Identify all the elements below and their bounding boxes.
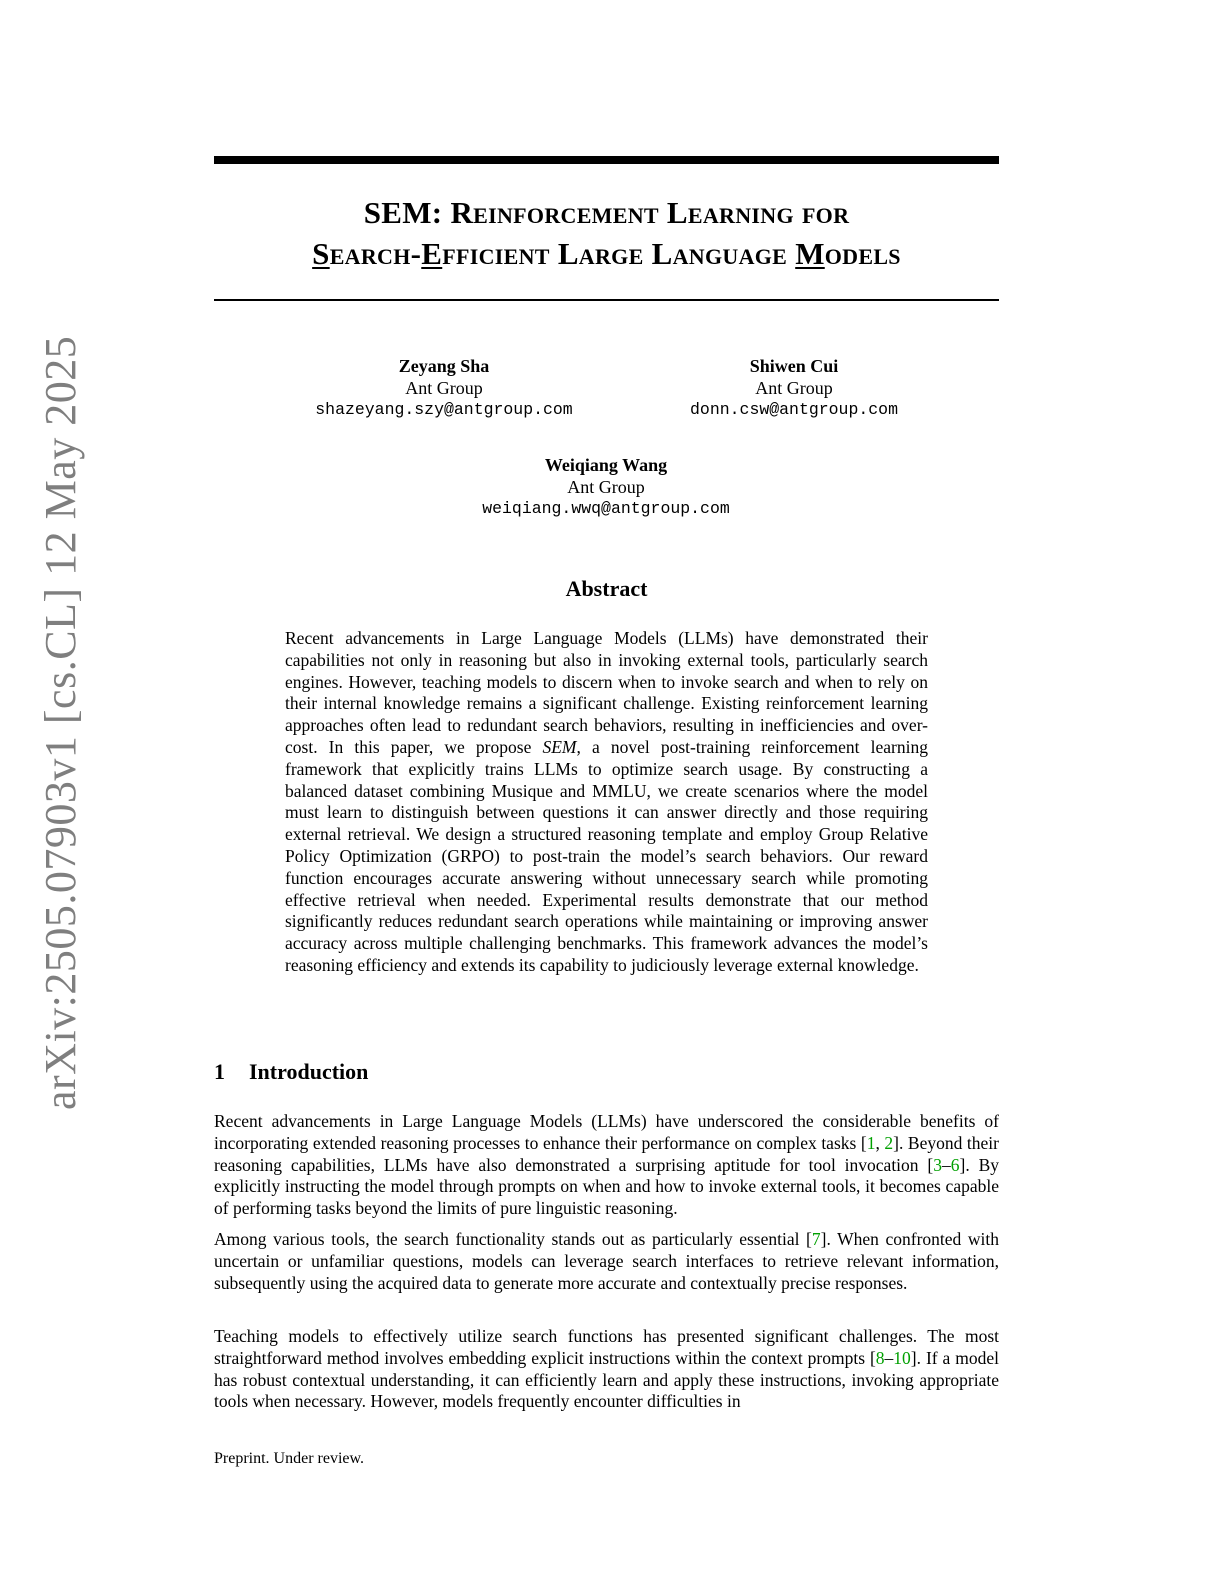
method-name: SEM [542, 736, 577, 757]
abstract-body [285, 628, 928, 977]
citation-link[interactable]: 6 [950, 1154, 960, 1175]
author-email[interactable]: donn.csw@antgroup.com [690, 400, 898, 419]
abstract-heading: Abstract [565, 576, 648, 601]
title-line-2 [214, 233, 999, 274]
title-segment-b: fficient Large Language [442, 236, 796, 271]
arxiv-identifier-stamp: arXiv:2505.07903v1 [cs.CL] 12 May 2025 [36, 335, 85, 1110]
paragraph-text: ]. If a model has robust contextual understanding, it can efficiently learn and apply these instructions, invoking appropriate tools when necessary. However, models frequently encounter difficulties in [214, 1347, 999, 1412]
title-bottom-rule [214, 299, 999, 301]
author-block [456, 455, 756, 520]
paragraph [214, 1326, 999, 1413]
section-title: Introduction [249, 1059, 369, 1084]
citation-link[interactable]: 7 [811, 1229, 821, 1249]
preprint-footnote: Preprint. Under review. [214, 1450, 365, 1467]
section-number: 1 [214, 1059, 225, 1084]
paragraph [214, 1111, 999, 1220]
title-underlined-m: M [795, 236, 825, 271]
citation-link[interactable]: 1 [866, 1132, 876, 1153]
author-affiliation: Ant Group [567, 476, 645, 497]
paragraph-text: Recent advancements in Large Language Models (LLMs) have underscored the considerable benefits of incorporating extended reasoning processes to enhance their performance on complex tasks [ [214, 1111, 999, 1153]
paragraph-text: Among various tools, the search functionality stands out as particularly essential [ [214, 1229, 812, 1249]
citation-link[interactable]: 3 [933, 1154, 942, 1175]
title-top-rule [214, 156, 999, 164]
author-block [294, 356, 594, 421]
paragraph-text: – [942, 1154, 951, 1175]
paper-title [214, 192, 999, 274]
paragraph-text: ]. By explicitly instructing the model through prompts on when and how to invoke external tools, it becomes capable of performing tasks beyond the limits of pure linguistic reasoning. [214, 1154, 999, 1219]
title-segment-a: earch- [329, 236, 422, 271]
title-underlined-e: E [421, 236, 443, 271]
author-block [644, 356, 944, 421]
author-affiliation: Ant Group [755, 377, 833, 398]
abstract-text: Recent advancements in Large Language Models (LLMs) have demonstrated their capabilities not only in reasoning but also in invoking external tools, particularly search engines. However, teaching models to discern when to invoke search and when to rely on their internal knowledge remains a significant challenge. Existing reinforcement learning approaches often lead to redundant search behaviors, resulting in inefficiencies and over-cost. In this paper, we propose [285, 628, 928, 757]
author-affiliation: Ant Group [405, 377, 483, 398]
author-name: Zeyang Sha [398, 356, 490, 376]
title-segment-c: odels [824, 236, 901, 271]
author-email[interactable]: weiqiang.wwq@antgroup.com [482, 499, 730, 518]
paragraph-text: , [875, 1132, 885, 1153]
title-line-1: SEM: Reinforcement Learning for [363, 195, 850, 230]
abstract-text: , a novel post-training reinforcement learning framework that explicitly trains LLMs to optimize search usage. By constructing a balanced dataset combining Musique and MMLU, we create scenarios where the model must learn to distinguish between questions it can answer directly and those requiring external retrieval. We design a structured reasoning template and employ Group Relative Policy Optimization (GRPO) to post-train the model’s search behaviors. Our reward function encourages accurate answering without unnecessary search while promoting effective retrieval when needed. Experimental results demonstrate that our method significantly reduces redundant search operations while maintaining or improving answer accuracy across multiple challenging benchmarks. This framework advances the model’s reasoning efficiency and extends its capability to judiciously leverage external knowledge. [285, 736, 928, 975]
author-name: Shiwen Cui [749, 356, 839, 376]
citation-link[interactable]: 2 [884, 1132, 894, 1153]
title-underlined-s: S [312, 236, 330, 271]
citation-link[interactable]: 8 [875, 1347, 885, 1368]
citation-link[interactable]: 10 [893, 1347, 911, 1368]
author-name: Weiqiang Wang [544, 455, 668, 475]
paragraph-text: Teaching models to effectively utilize search functions has presented significant challenges. The most straightforward method involves embedding explicit instructions within the context prompts [ [214, 1326, 999, 1368]
paragraph-text: – [884, 1347, 894, 1368]
paragraph-text: ]. When confronted with uncertain or unfamiliar questions, models can leverage search interfaces to retrieve relevant information, subsequently using the acquired data to generate more accurate and contextually precise responses. [214, 1229, 999, 1293]
section-heading [214, 1059, 368, 1085]
paragraph-text: ]. Beyond their reasoning capabilities, LLMs have also demonstrated a surprising aptitude for tool invocation [ [214, 1132, 999, 1175]
author-email[interactable]: shazeyang.szy@antgroup.com [315, 400, 573, 419]
paragraph [214, 1229, 999, 1294]
